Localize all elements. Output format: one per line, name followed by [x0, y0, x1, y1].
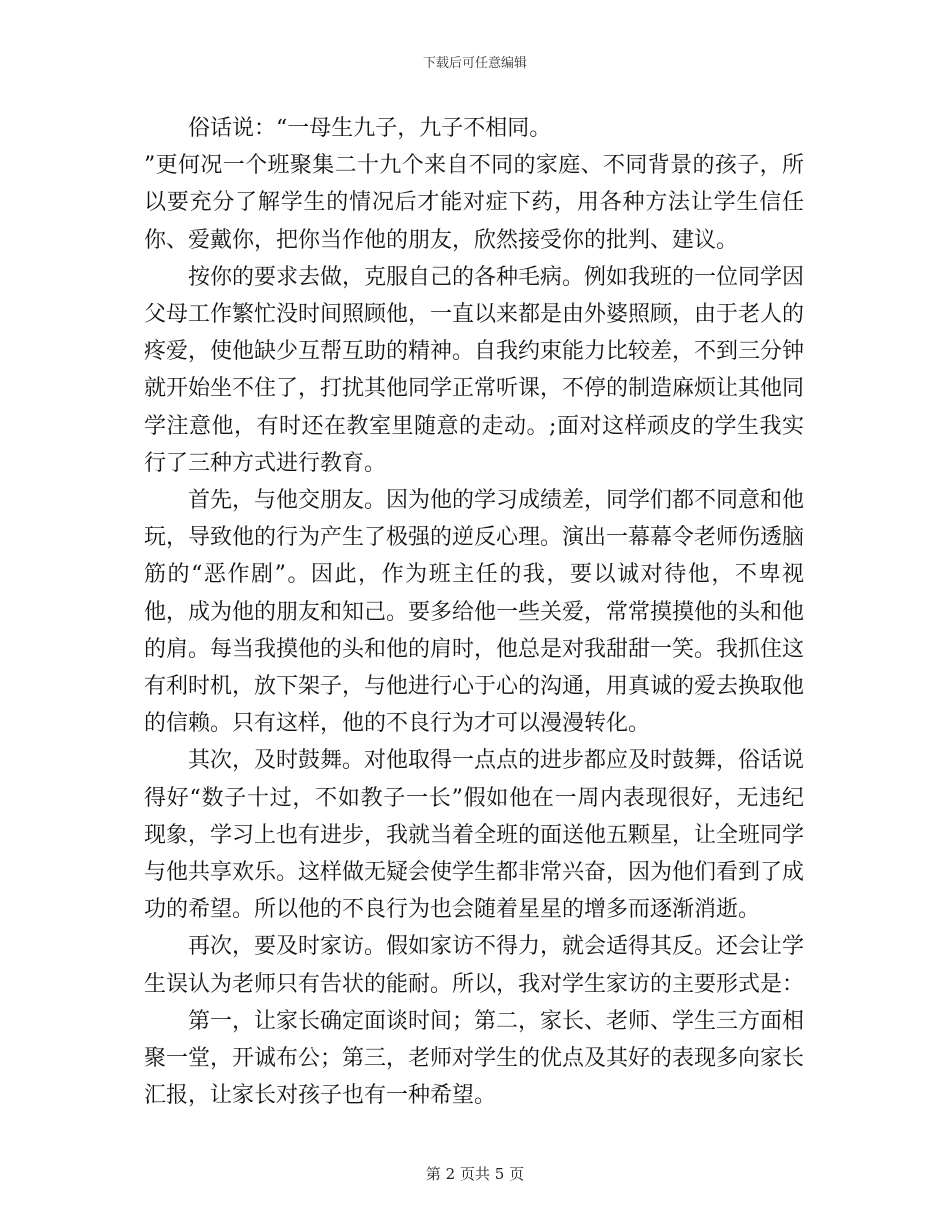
paragraph-5: 其次，及时鼓舞。对他取得一点点的进步都应及时鼓舞，俗话说得好“数子十过，不如教子一长”假如他在一周内表现很好，无违纪现象，学习上也有进步，我就当着全班的面送他五颗星，让全班同学与他共享欢乐。这样做无疑会使学生都非常兴奋，因为他们看到了成功的希望。所以他的不良行为也会随着星星的增多而逐渐消逝。 [144, 748, 805, 923]
paragraph-7: 第一，让家长确定面谈时间；第二，家长、老师、学生三方面相聚一堂，开诚布公；第三，老师对学生的优点及其好的表现多向家长汇报，让家长对孩子也有一种希望。 [144, 1008, 805, 1109]
paragraph-3: 按你的要求去做，克服自己的各种毛病。例如我班的一位同学因父母工作繁忙没时间照顾他，一直以来都是由外婆照顾，由于老人的疼爱，使他缺少互帮互助的精神。自我约束能力比较差，不到三分钟就开始坐不住了，打扰其他同学正常听课，不停的制造麻烦让其他同学注意他，有时还在教室里随意的走动。;面对这样顽皮的学生我实行了三种方式进行教育。 [144, 264, 805, 476]
paragraph-2: ”更何况一个班聚集二十九个来自不同的家庭、不同背景的孩子，所以要充分了解学生的情况后才能对症下药，用各种方法让学生信任你、爱戴你，把你当作他的朋友，欣然接受你的批判、建议。 [144, 153, 804, 253]
paragraph-1: 俗话说：“一母生九子，九子不相同。 [188, 116, 552, 141]
page-header: 下载后可任意编辑 [422, 56, 527, 71]
paragraph-4: 首先，与他交朋友。因为他的学习成绩差，同学们都不同意和他玩，导致他的行为产生了极强的逆反心理。演出一幕幕令老师伤透脑筋的“恶作剧”。因此，作为班主任的我，要以诚对待他，不卑视他，成为他的朋友和知己。要多给他一些关爱，常常摸摸他的头和他的肩。每当我摸他的头和他的肩时，他总是对我甜甜一笑。我抓住这有利时机，放下架子，与他进行心于心的沟通，用真诚的爱去换取他的信赖。只有这样，他的不良行为才可以漫漫转化。 [144, 488, 805, 737]
paragraph-6: 再次，要及时家访。假如家访不得力，就会适得其反。还会让学生误认为老师只有告状的能耐。所以，我对学生家访的主要形式是： [144, 934, 805, 997]
document-body [144, 110, 804, 1114]
page-number-footer: 第 2 页共 5 页 [425, 1165, 525, 1183]
